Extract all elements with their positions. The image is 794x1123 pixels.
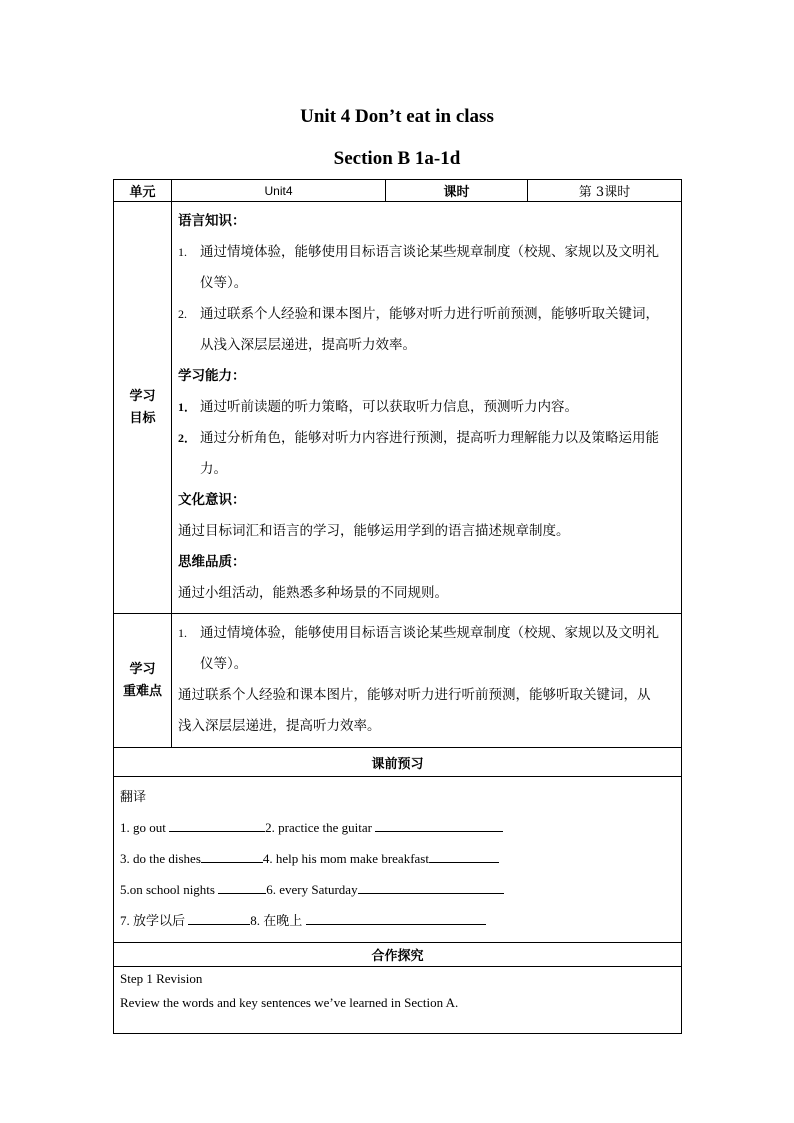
lesson-label: 课时 xyxy=(386,180,528,202)
document-subtitle: Section B 1a-1d xyxy=(333,148,461,169)
objectives-content xyxy=(172,202,682,614)
kp-1-text-b: 仪等）。 xyxy=(200,656,248,672)
la-1-text: 通过听前读题的听力策略，可以获取听力信息，预测听力内容。 xyxy=(200,399,578,415)
q2-text: 2. practice the guitar xyxy=(265,820,372,835)
keypoints-content xyxy=(172,614,682,748)
lesson-plan-table xyxy=(113,179,682,1034)
la-1-number: 1． xyxy=(178,400,197,414)
kp-1-number: 1. xyxy=(178,626,187,640)
q5-blank[interactable] xyxy=(218,881,266,894)
objectives-label-line2: 目标 xyxy=(129,410,156,426)
cultural-text: 通过目标词汇和语言的学习，能够运用学到的语言描述规章制度。 xyxy=(178,523,570,539)
q8-blank[interactable] xyxy=(306,912,486,925)
keypoints-row xyxy=(114,614,682,748)
q8-text: 8. 在晚上 xyxy=(250,913,303,928)
q6-text: 6. every Saturday xyxy=(266,882,358,897)
lk-2-number: 2. xyxy=(178,307,187,321)
lk-1-text-b: 仪等）。 xyxy=(200,275,248,291)
preview-heading: 课前预习 xyxy=(114,748,682,777)
cooperation-heading-row xyxy=(114,943,682,967)
document-title: Unit 4 Don’t eat in class xyxy=(300,106,494,127)
cooperation-heading: 合作探究 xyxy=(114,943,682,967)
objectives-row xyxy=(114,202,682,614)
thinking-heading: 思维品质： xyxy=(178,554,246,570)
translate-label: 翻译 xyxy=(120,789,147,804)
objectives-label xyxy=(114,202,172,614)
step1-text: Review the words and key sentences we’ve learned in Section A. xyxy=(120,995,459,1010)
la-2-text-b: 力。 xyxy=(200,461,227,477)
kp-1-text-a: 通过情境体验，能够使用目标语言谈论某些规章制度（校规、家规以及文明礼 xyxy=(200,625,659,641)
q7-text: 7. 放学以后 xyxy=(120,913,186,928)
q1-text: 1. go out xyxy=(120,820,166,835)
cooperation-content xyxy=(114,967,682,1034)
cultural-heading: 文化意识： xyxy=(178,492,246,508)
objectives-label-line1: 学习 xyxy=(129,388,156,404)
lesson-value: 第 3课时 xyxy=(528,180,682,202)
language-knowledge-heading: 语言知识： xyxy=(178,213,246,229)
step1-heading: Step 1 Revision xyxy=(120,971,203,986)
kp-2-text-a: 通过联系个人经验和课本图片，能够对听力进行听前预测，能够听取关键词，从 xyxy=(178,687,651,703)
learning-ability-heading: 学习能力： xyxy=(178,368,246,384)
lk-1-number: 1. xyxy=(178,245,187,259)
keypoints-label xyxy=(114,614,172,748)
keypoints-label-line1: 学习 xyxy=(129,661,156,677)
cooperation-content-row xyxy=(114,967,682,1034)
q5-text: 5.on school nights xyxy=(120,882,215,897)
q3-text: 3. do the dishes xyxy=(120,851,201,866)
keypoints-label-line2: 重难点 xyxy=(122,683,162,699)
header-row xyxy=(114,180,682,202)
preview-content xyxy=(114,777,682,943)
lk-1-text-a: 通过情境体验，能够使用目标语言谈论某些规章制度（校规、家规以及文明礼 xyxy=(200,244,659,260)
unit-value: Unit4 xyxy=(172,180,386,202)
q6-blank[interactable] xyxy=(358,881,504,894)
la-2-number: 2． xyxy=(178,431,197,445)
q7-blank[interactable] xyxy=(188,912,250,925)
kp-2-text-b: 浅入深层层递进，提高听力效率。 xyxy=(178,718,381,734)
q2-blank[interactable] xyxy=(375,819,503,832)
q4-blank[interactable] xyxy=(429,850,499,863)
thinking-text: 通过小组活动，能熟悉多种场景的不同规则。 xyxy=(178,585,448,601)
preview-content-row xyxy=(114,777,682,943)
q4-text: 4. help his mom make breakfast xyxy=(262,851,429,866)
unit-label: 单元 xyxy=(114,180,172,202)
lk-2-text-a: 通过联系个人经验和课本图片，能够对听力进行听前预测，能够听取关键词， xyxy=(200,306,659,322)
lk-2-text-b: 从浅入深层层递进，提高听力效率。 xyxy=(200,337,416,353)
la-2-text-a: 通过分析角色，能够对听力内容进行预测，提高听力理解能力以及策略运用能 xyxy=(200,430,659,446)
q1-blank[interactable] xyxy=(169,819,265,832)
preview-heading-row xyxy=(114,748,682,777)
q3-blank[interactable] xyxy=(201,850,263,863)
